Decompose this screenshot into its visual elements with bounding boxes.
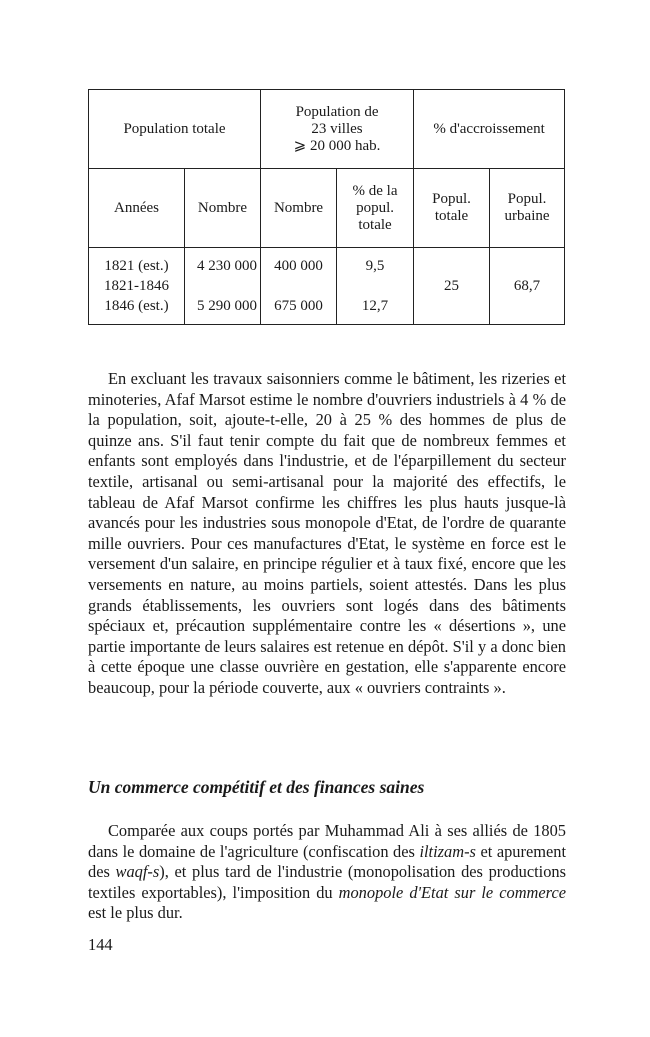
paragraph-text: En excluant les travaux saisonniers comme le bâtiment, les rizeries et minoteries, Afaf Marsot estime le nombre d'ouvriers industriels à 4 % de la population, soit, ajoute-t-elle, 20 à 25 % des hommes de plus de quinze ans. S'il faut tenir compte du fait que de nombreux femmes et enfants sont employés dans l'industrie, et de l'éparpillement du secteur textile, artisanal ou semi-artisanal pour la majorité des effectifs, le tableau de Afaf Marsot confirme les chiffres les plus hauts jusque-là avancés pour les industries sous monopole d'Etat, de l'ordre de quarante mille ouvriers. Pour ces manufactures d'Etat, le système en force est le versement d'un salaire, en principe régulier et à taux fixé, encore que les versements en nature, au moins partiels, soient attestés. Dans les plus grands établissements, les ouvriers sont logés dans des bâtiments spéciaux et, précaution supplémentaire contre les « désertions », une partie importante de leurs salaires est retenue en dépôt. S'il y a donc bien à cette époque une classe ouvrière en gestation, elle s'apparente encore beaucoup, pour la période couverte, aux « ouvriers contraints ».	[88, 369, 566, 697]
table-cell: 12,7	[361, 298, 389, 314]
italic-term: monopole d'Etat sur le commerce	[338, 882, 566, 902]
cell-accroissement-total: 25	[414, 248, 490, 325]
header-line: totale	[358, 216, 392, 233]
cell-nombre-total	[185, 248, 261, 325]
header-line: Population de	[295, 103, 379, 120]
cell-annees	[89, 248, 185, 325]
body-paragraph-2	[88, 821, 566, 924]
table-cell: 4 230 000	[197, 258, 258, 274]
subheader-nombre: Nombre	[261, 169, 337, 248]
population-table	[88, 89, 565, 325]
italic-term: waqf-s	[115, 862, 160, 882]
header-line: Popul.	[432, 191, 471, 207]
table-cell	[340, 276, 410, 296]
table-cell: 1821 (est.)	[104, 258, 169, 274]
header-line: Popul.	[507, 191, 547, 207]
subheader-popul-totale	[414, 169, 490, 248]
section-heading: Un commerce compétitif et des finances saines	[88, 777, 425, 797]
header-line: popul.	[356, 199, 394, 216]
subheader-pct-popul	[337, 169, 414, 248]
header-line: % de la	[352, 182, 398, 199]
table-cell: 5 290 000	[197, 298, 258, 314]
table-cell	[188, 276, 257, 296]
header-accroissement: % d'accroissement	[414, 90, 565, 169]
cell-nombre-villes	[261, 248, 337, 325]
header-line: totale	[434, 208, 469, 224]
table-cell: 1821-1846	[104, 278, 169, 294]
cell-accroissement-urbaine: 68,7	[490, 248, 565, 325]
table-subheader-row	[89, 169, 565, 248]
header-line: ⩾ 20 000 hab.	[293, 137, 381, 154]
text-run: est le plus dur.	[88, 903, 183, 923]
header-population-totale: Population totale	[89, 90, 261, 169]
subheader-nombre: Nombre	[185, 169, 261, 248]
body-paragraph-1	[88, 369, 566, 699]
table-data-row	[89, 248, 565, 325]
table-cell: 400 000	[274, 258, 323, 274]
text-run: et apurement des	[88, 841, 566, 882]
paragraph-text	[88, 821, 566, 924]
text-run: Comparée aux coups portés par Muhammad Ali à ses alliés de 1805 dans le domaine de l'agriculture (confiscation des	[88, 821, 566, 861]
table-cell: 1846 (est.)	[104, 298, 169, 314]
text-run: ), et plus tard de l'industrie (monopolisation des productions textiles exportables), l'imposition du	[88, 862, 566, 902]
table-cell: 9,5	[365, 258, 385, 274]
page-number: 144	[88, 935, 113, 954]
cell-pct	[337, 248, 414, 325]
header-line: 23 villes	[311, 120, 363, 137]
table-cell	[264, 276, 333, 296]
header-line: urbaine	[504, 208, 550, 224]
subheader-annees: Années	[89, 169, 185, 248]
subheader-popul-urbaine	[490, 169, 565, 248]
table-header-row	[89, 90, 565, 169]
italic-term: iltizam-s	[419, 841, 476, 861]
header-population-villes	[261, 90, 414, 169]
table-cell: 675 000	[274, 298, 323, 314]
